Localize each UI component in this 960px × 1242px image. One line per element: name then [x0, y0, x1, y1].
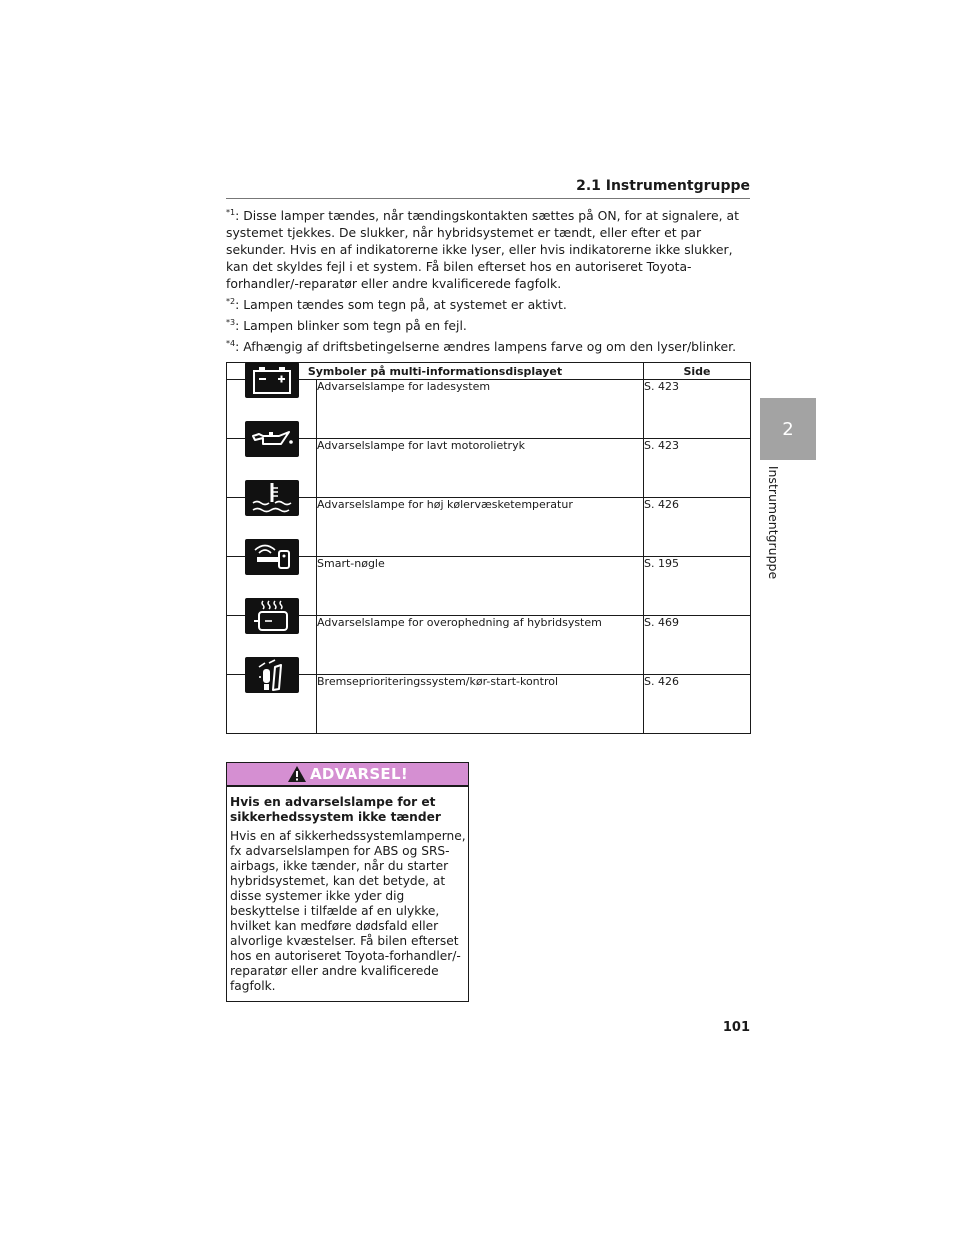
chapter-number: 2	[782, 418, 794, 440]
warning-header	[227, 763, 468, 787]
footnote-3	[226, 317, 750, 334]
footnote-text: : Lampen tændes som tegn på, at systemet er aktivt.	[235, 297, 567, 312]
footnote-mark: *1	[226, 207, 236, 217]
warning-body: Hvis en af sikkerhedssystemlamperne, fx advarselslampen for ABS og SRS-airbags, ikke tænder, når du starter hybridsystemet, kan det betyde, at disse systemer ikke yder dig beskyttelse i tilfælde af en ulykke, hvilket kan medføre dødsfald eller alvorlige kvæstelser. Få bilen efterset hos en autoriseret Toyota-forhandler/-reparatør eller andre kvalificerede fagfolk.	[230, 829, 466, 993]
symbols-table	[226, 362, 751, 734]
row-page-ref: S. 423	[644, 380, 751, 439]
row-description: Smart-nøgle	[317, 557, 644, 616]
footnote-text: : Disse lamper tændes, når tændingskontakten sættes på ON, for at signalere, at systemet tjekkes. De slukker, når hybridsystemet er tændt, eller efter et par sekunder. Hvis en af indikatorerne ikke lyser, eller hvis indikatorerne ikke slukker, kan det skyldes fejl i et system. Få bilen efterset hos en autoriseret Toyota-forhandler/-reparatør eller andre kvalificerede fagfolk.	[226, 208, 739, 291]
warning-box	[226, 762, 469, 1002]
section-header: 2.1 Instrumentgruppe	[226, 178, 750, 199]
footnote-text: : Lampen blinker som tegn på en fejl.	[235, 318, 467, 333]
footnote-mark: *4	[226, 338, 236, 348]
smart-key-icon	[245, 539, 299, 575]
brake-override-icon	[245, 657, 299, 693]
battery-icon	[245, 362, 299, 398]
table-row	[227, 557, 751, 616]
oil-can-icon	[245, 421, 299, 457]
warning-label: ADVARSEL!	[310, 765, 408, 783]
hybrid-system-overheat-icon	[245, 598, 299, 634]
table-row	[227, 439, 751, 498]
page-column-header: Side	[644, 363, 751, 380]
footnote-1	[226, 207, 750, 292]
chapter-label-text: Instrumentgruppe	[766, 465, 782, 579]
table-row	[227, 616, 751, 675]
footnote-mark: *2	[226, 296, 236, 306]
table-row	[227, 675, 751, 734]
row-page-ref: S. 426	[644, 498, 751, 557]
table-row	[227, 498, 751, 557]
footnote-2	[226, 296, 750, 313]
coolant-temperature-icon	[245, 480, 299, 516]
row-page-ref: S. 426	[644, 675, 751, 734]
footnote-4	[226, 338, 750, 355]
chapter-tab[interactable]	[760, 398, 816, 460]
footnote-mark: *3	[226, 317, 236, 327]
row-page-ref: S. 423	[644, 439, 751, 498]
table-row	[227, 380, 751, 439]
footnotes	[226, 207, 750, 359]
warning-triangle-icon	[287, 765, 307, 783]
footnote-text: : Afhængig af driftsbetingelserne ændres lampens farve og om den lyser/blinker.	[235, 339, 737, 354]
row-description: Advarselslampe for lavt motorolietryk	[317, 439, 644, 498]
warning-title: Hvis en advarselslampe for et sikkerhedssystem ikke tænder	[230, 795, 441, 824]
page-number: 101	[722, 1020, 750, 1035]
row-description: Bremseprioriteringssystem/kør-start-kontrol	[317, 675, 644, 734]
table-header-row	[227, 363, 751, 380]
row-description: Advarselslampe for overophedning af hybridsystem	[317, 616, 644, 675]
row-page-ref: S. 195	[644, 557, 751, 616]
row-description: Advarselslampe for høj kølervæsketemperatur	[317, 498, 644, 557]
symbols-column-header: Symboler på multi-informationsdisplayet	[227, 363, 644, 380]
row-description: Advarselslampe for ladesystem	[317, 380, 644, 439]
chapter-label	[760, 466, 788, 578]
row-page-ref: S. 469	[644, 616, 751, 675]
